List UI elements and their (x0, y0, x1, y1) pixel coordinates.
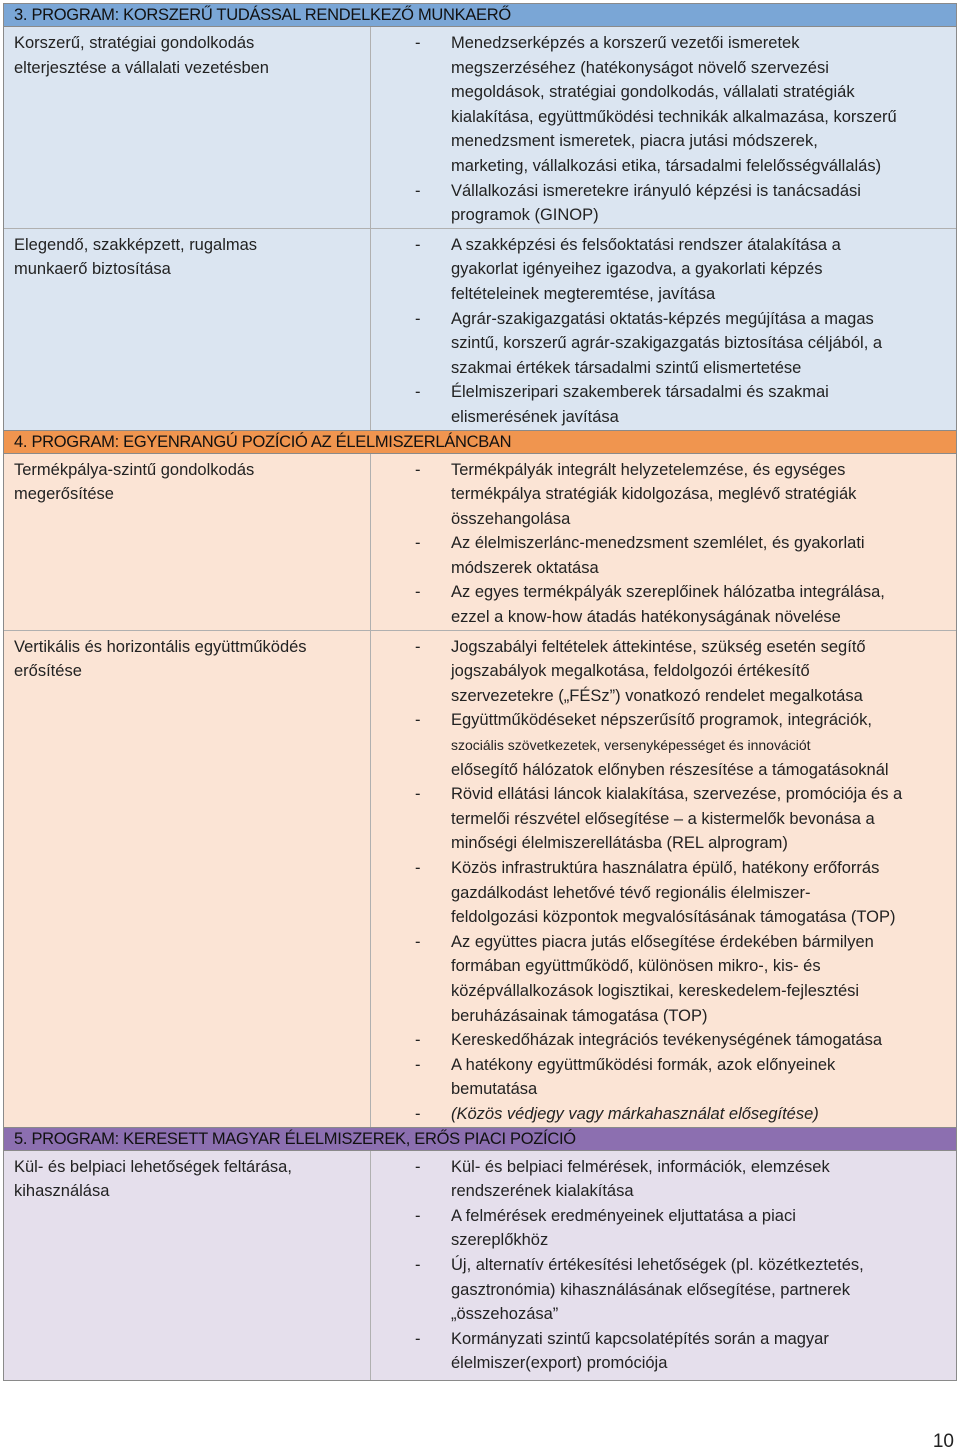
list-item (371, 1327, 950, 1376)
bullet-dash: - (415, 1206, 421, 1225)
item-line: rendszerének kialakítása (451, 1182, 634, 1201)
list-item (371, 1253, 950, 1327)
bullet-dash: - (415, 1255, 421, 1274)
table-row (4, 229, 956, 430)
row-goal (4, 1151, 371, 1380)
item-line: Termékpályák integrált helyzetelemzése, és egységes (451, 460, 846, 479)
item-line: Együttműködéseket népszerűsítő programok, integrációk, (451, 711, 872, 730)
item-line: Kormányzati szintű kapcsolatépítés során a magyar (451, 1329, 829, 1348)
list-item (371, 531, 950, 580)
program-3-section (4, 4, 956, 430)
list-item (371, 380, 950, 429)
item-line: szakmai értékek társadalmi szintű elismertetése (451, 358, 802, 377)
table-row (4, 27, 956, 229)
list-item (371, 1102, 950, 1127)
list-item (371, 782, 950, 856)
list-item (371, 856, 950, 930)
row-goal (4, 229, 371, 430)
item-line: A felmérések eredményeinek eljuttatása a piaci (451, 1206, 796, 1225)
list-item (371, 179, 950, 228)
bullet-dash: - (415, 309, 421, 328)
row-measures (371, 454, 956, 630)
item-line: marketing, vállalkozási etika, társadalmi felelősségvállalás) (451, 156, 882, 175)
list-item (371, 1053, 950, 1102)
item-line: menedzsment ismeretek, piacra jutási módszerek, (451, 132, 818, 151)
list-item (371, 1028, 950, 1053)
item-line: jogszabályok megalkotása, feldolgozói értékesítő (451, 662, 810, 681)
item-line: élelmiszer(export) promóciója (451, 1354, 668, 1373)
bullet-dash: - (415, 1031, 421, 1050)
list-item (371, 233, 950, 307)
item-line: ezzel a know-how átadás hatékonyságának növelése (451, 608, 841, 627)
program-3-title: 3. PROGRAM: KORSZERŰ TUDÁSSAL RENDELKEZŐ MUNKAERŐ (4, 4, 956, 27)
bullet-dash: - (415, 1104, 421, 1123)
item-line: (Közös védjegy vagy márkahasználat elősegítése) (451, 1104, 819, 1123)
goal-line: Kül- és belpiaci lehetőségek feltárása, (14, 1157, 292, 1176)
program-4-section (4, 430, 956, 1127)
bullet-dash: - (415, 711, 421, 730)
row-measures (371, 631, 956, 1127)
row-goal (4, 454, 371, 630)
goal-line: Termékpálya-szintű gondolkodás (14, 460, 255, 479)
item-line: elismerésének javítása (451, 407, 619, 426)
bullet-dash: - (415, 181, 421, 200)
item-line: Közös infrastruktúra használatra épülő, hatékony erőforrás (451, 859, 880, 877)
bullet-dash: - (415, 932, 421, 951)
item-line: Az együttes piacra jutás elősegítése érdekében bármilyen (451, 932, 874, 951)
row-goal (4, 27, 371, 228)
bullet-dash: - (415, 785, 421, 804)
goal-line: erősítése (14, 662, 82, 681)
item-line: Agrár-szakigazgatási oktatás-képzés megújítása a magas (451, 309, 874, 328)
goal-line: Korszerű, stratégiai gondolkodás (14, 34, 255, 52)
program-4-title: 4. PROGRAM: EGYENRANGÚ POZÍCIÓ AZ ÉLELMISZERLÁNCBAN (4, 430, 956, 454)
table-row (4, 1151, 956, 1380)
list-item (371, 580, 950, 629)
item-line: megoldások, stratégiai gondolkodás, vállalati stratégiák (451, 83, 855, 102)
item-line: bemutatása (451, 1080, 538, 1099)
goal-line: Elegendő, szakképzett, rugalmas (14, 235, 258, 254)
item-line: Kereskedőházak integrációs tevékenységének támogatása (451, 1031, 883, 1050)
list-item (371, 1155, 950, 1204)
item-line: termelői részvétel elősegítése – a kistermelők bevonása a (451, 809, 875, 828)
item-line: programok (GINOP) (451, 206, 599, 225)
item-line: Rövid ellátási láncok kialakítása, szervezése, promóciója és a (451, 785, 903, 804)
list-item (371, 708, 950, 782)
bullet-dash: - (415, 34, 421, 52)
program-5-section (4, 1127, 956, 1380)
item-line: Menedzserképzés a korszerű vezetői ismeretek (451, 34, 800, 52)
item-line: A szakképzési és felsőoktatási rendszer átalakítása a (451, 235, 841, 254)
program-5-title: 5. PROGRAM: KERESETT MAGYAR ÉLELMISZEREK, ERŐS PIACI POZÍCIÓ (4, 1127, 956, 1151)
item-line: termékpálya stratégiák kidolgozása, meglévő stratégiák (451, 485, 857, 504)
item-line: szintű, korszerű agrár-szakigazgatás biztosítása céljából, a (451, 334, 883, 353)
row-goal (4, 631, 371, 1127)
item-line: Az egyes termékpályák szereplőinek hálózatba integrálása, (451, 583, 885, 602)
item-line: Vállalkozási ismeretekre irányuló képzési is tanácsadási (451, 181, 861, 200)
item-line: megszerzéséhez (hatékonyságot növelő szervezési (451, 58, 829, 77)
list-item (371, 635, 950, 709)
bullet-dash: - (415, 637, 421, 656)
table-row (4, 631, 956, 1127)
goal-line: kihasználása (14, 1182, 110, 1201)
item-line: Új, alternatív értékesítési lehetőségek (pl. közétkeztetés, (451, 1255, 864, 1274)
goal-line: megerősítése (14, 485, 114, 504)
item-line: középvállalkozások logisztikai, kereskedelem-fejlesztési (451, 981, 860, 1000)
bullet-dash: - (415, 383, 421, 402)
bullet-dash: - (415, 460, 421, 479)
bullet-dash: - (415, 235, 421, 254)
goal-line: munkaerő biztosítása (14, 260, 171, 279)
item-line: A hatékony együttműködési formák, azok előnyeinek (451, 1055, 836, 1074)
item-line: szociális szövetkezetek, versenyképességet és innovációt (451, 737, 811, 754)
item-line: elősegítő hálózatok előnyben részesítése a támogatásoknál (451, 760, 889, 779)
bullet-dash: - (415, 859, 421, 877)
row-measures (371, 229, 956, 430)
item-line: formában együttműködő, különösen mikro-, kis- és (451, 957, 821, 976)
item-line: gazdálkodást lehetővé tévő regionális élelmiszer- (451, 883, 811, 902)
item-line: szereplőkhöz (451, 1231, 549, 1250)
item-line: „összehozása” (451, 1305, 559, 1324)
item-line: gyakorlat igényeihez igazodva, a gyakorlati képzés (451, 260, 823, 279)
item-line: Jogszabályi feltételek áttekintése, szükség esetén segítő (451, 637, 866, 656)
goal-line: Vertikális és horizontális együttműködés (14, 637, 307, 656)
bullet-dash: - (415, 1055, 421, 1074)
list-item (371, 930, 950, 1028)
page-number: 10 (932, 1431, 954, 1452)
item-line: összehangolása (451, 509, 571, 528)
bullet-dash: - (415, 583, 421, 602)
item-line: szervezetekre („FÉSz”) vonatkozó rendelet megalkotása (451, 686, 863, 705)
bullet-dash: - (415, 1329, 421, 1348)
item-line: Az élelmiszerlánc-menedzsment szemlélet, és gyakorlati (451, 534, 865, 553)
row-measures (371, 1151, 956, 1380)
item-line: minőségi élelmiszerellátásba (REL alprogram) (451, 834, 788, 853)
item-line: módszerek oktatása (451, 558, 599, 577)
list-item (371, 307, 950, 381)
list-item (371, 458, 950, 532)
row-measures (371, 27, 956, 228)
item-line: Élelmiszeripari szakemberek társadalmi és szakmai (451, 383, 829, 402)
item-line: Kül- és belpiaci felmérések, információk, elemzések (451, 1157, 830, 1176)
list-item (371, 1204, 950, 1253)
program-table (3, 3, 957, 1381)
goal-line: elterjesztése a vállalati vezetésben (14, 58, 269, 77)
item-line: kialakítása, együttműködési technikák alkalmazása, korszerű (451, 107, 897, 126)
item-line: beruházásainak támogatása (TOP) (451, 1006, 708, 1025)
bullet-dash: - (415, 534, 421, 553)
table-row (4, 454, 956, 631)
bullet-dash: - (415, 1157, 421, 1176)
item-line: feldolgozási központok megvalósításának támogatása (TOP) (451, 908, 896, 927)
item-line: feltételeinek megteremtése, javítása (451, 284, 716, 303)
item-line: gasztronómia) kihasználásának elősegítése, partnerek (451, 1280, 850, 1299)
list-item (371, 31, 950, 179)
